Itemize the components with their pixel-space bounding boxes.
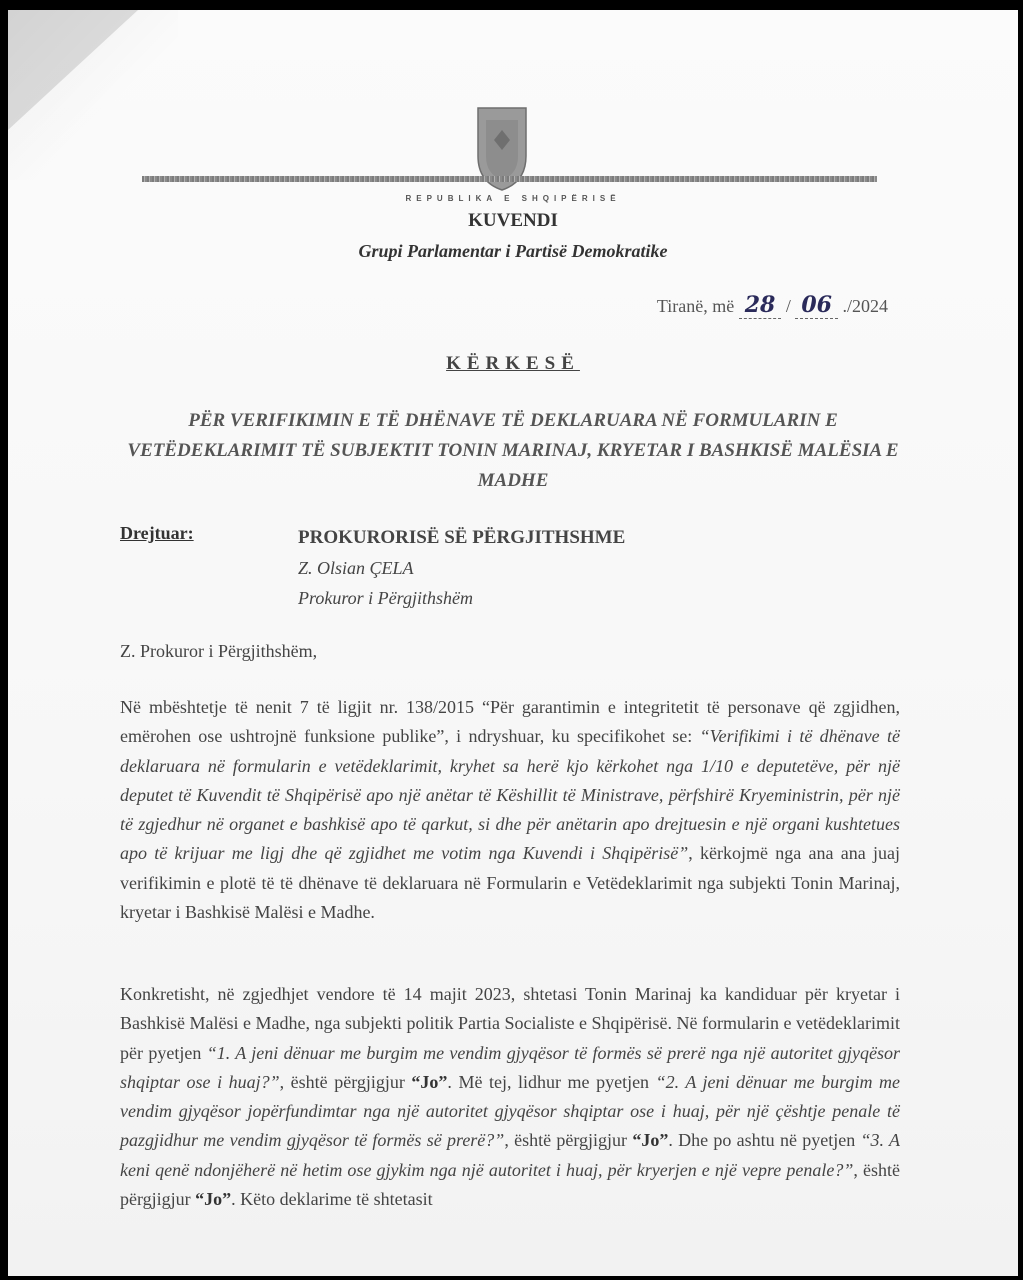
addressee-block [298, 523, 625, 613]
question-2: “2. A jeni dënuar me burgim me vendim gjyqësor jopërfundimtar nga një autoritet gjyqësor shqiptar ose i huaj, për një çështje penale të pazgjidhur me vendim gjyqësor të formës së prerë?” [120, 1071, 901, 1151]
body-paragraph-1 [120, 693, 900, 927]
para1-rest: , kërkojmë nga ana ana juaj verifikimin e plotë të të dhënave të deklaruara në Formularin e Vetëdeklarimit nga subjekti Tonin Marinaj, kryetar i Bashkisë Malësi e Madhe. [120, 843, 900, 923]
institution-name: KUVENDI [468, 210, 558, 231]
date-separator-2: ./ [842, 296, 852, 316]
salutation: Z. Prokuror i Përgjithshëm, [120, 641, 318, 661]
document-page [8, 10, 1018, 1276]
republic-line: REPUBLIKA E SHQIPËRISË [405, 194, 621, 203]
answer-2: “Jo” [632, 1130, 669, 1151]
para2-text-6: , është përgjigjur [120, 1159, 900, 1210]
addressee-label: Drejtuar: [120, 523, 194, 543]
para2-text-2: , është përgjigjur [279, 1071, 412, 1092]
header-rule [142, 176, 877, 182]
document-title: KËRKESË [446, 353, 580, 374]
para1-intro: Në mbështetje të nenit 7 të ligjit nr. 138/2015 “Për garantimin e integritetit të personave që zgjidhen, emërohen ose ushtrojnë funksione publike”, i ndryshuar, ku specifikohet se: [120, 697, 900, 747]
date-year: 2024 [852, 296, 888, 316]
para2-text-3: . Më tej, lidhur me pyetjen [447, 1071, 656, 1092]
para1-quote: “Verifikimi i të dhënave të deklaruara në formularin e vetëdeklarimit, kryhet sa herë kjo kërkohet nga 1/10 e deputetëve, për një deputet të Kuvendit të Shqipërisë apo një anëtar të Këshillit të Ministrave, përfshirë Kryeministrin, për një të zgjedhur në organet e bashkisë apo të qarkut, si dhe për anëtarin apo drejtuesin e një organi kushtetues apo të krijuar me ligj dhe që zgjidhet me votim nga Kuvendi i Shqipërisë” [120, 726, 900, 864]
document-subject: PËR VERIFIKIMIN E TË DHËNAVE TË DEKLARUARA NË FORMULARIN E VETËDEKLARIMIT TË SUBJEKTIT TONIN MARINAJ, KRYETAR I BASHKISË MALËSIA E MADHE [127, 410, 899, 491]
para2-text-7: . Këto deklarime të shtetasit [231, 1189, 433, 1210]
para2-text-1: Konkretisht, në zgjedhjet vendore të 14 majit 2023, shtetasi Tonin Marinaj ka kandiduar për kryetar i Bashkisë Malësi e Madhe, nga subjekti politik Partia Socialiste e Shqipërisë. Në formularin e vetëdeklarimit për pyetjen [120, 984, 900, 1063]
date-prefix: Tiranë, më [656, 296, 735, 316]
body-paragraph-2 [120, 980, 900, 1214]
date-month: 06 [795, 292, 838, 319]
question-1: “1. A jeni dënuar me burgim me vendim gjyqësor të formës së prerë nga një autoritet gjyqësor shqiptar ose i huaj?” [120, 1042, 900, 1092]
corner-shadow [8, 10, 178, 180]
para2-text-4: , është përgjigjur [504, 1130, 633, 1151]
addressee-name: Z. Olsian ÇELA [298, 558, 414, 578]
date-day: 28 [739, 292, 782, 319]
date-separator-1: / [785, 296, 791, 316]
answer-1: “Jo” [411, 1071, 448, 1092]
document-date [657, 292, 888, 318]
question-3: “3. A keni qenë ndonjëherë në hetim ose gjykim nga një autoritet i huaj, për kryerjen e një vepre penale?” [120, 1130, 901, 1180]
answer-3: “Jo” [195, 1189, 232, 1210]
parliamentary-group: Grupi Parlamentar i Partisë Demokratike [358, 241, 668, 261]
addressee-organization: PROKURORISË SË PËRGJITHSHME [298, 527, 626, 548]
addressee-position: Prokuror i Përgjithshëm [298, 588, 473, 608]
para2-text-5: . Dhe po ashtu në pyetjen [668, 1130, 861, 1151]
